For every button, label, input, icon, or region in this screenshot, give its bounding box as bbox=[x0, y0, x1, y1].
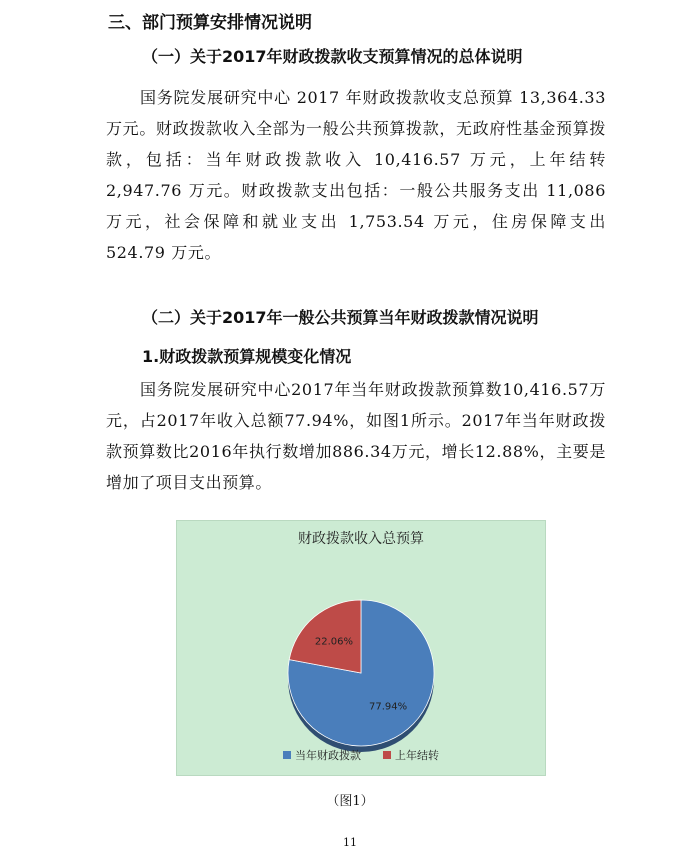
pie-chart-svg bbox=[177, 521, 545, 775]
legend-swatch-1 bbox=[283, 751, 291, 759]
chart-title: 财政拨款收入总预算 bbox=[298, 531, 424, 547]
legend-label-1: 当年财政拨款 bbox=[295, 749, 361, 762]
subsection1-text: 国务院发展研究中心 2017 年财政拨款收支总预算 13,364.33 万元。财政拨款收入全部为一般公共预算拨款，无政府性基金预算拨款，包括：当年财政拨款收入 10,416.57 万元，上年结转 2,947.76 万元。财政拨款支出包括：一般公共服务支出 11,086 万元，社会保障和就业支出 1,753.54 万元，住房保障支出 524.79 万元。 bbox=[106, 88, 606, 262]
item1-title: 1.财政拨款预算规模变化情况 bbox=[142, 347, 352, 366]
pie-chart bbox=[176, 520, 546, 776]
legend-label-2: 上年结转 bbox=[395, 749, 439, 762]
subsection1-title: （一）关于2017年财政拨款收支预算情况的总体说明 bbox=[142, 47, 523, 66]
section-title: 三、部门预算安排情况说明 bbox=[108, 13, 312, 33]
pie-data-label-1: 77.94% bbox=[368, 701, 408, 713]
figure-caption: （图1） bbox=[326, 794, 374, 809]
subsection2-text: 国务院发展研究中心2017年当年财政拨款预算数10,416.57万元，占2017年收入总额77.94%，如图1所示。2017年当年财政拨款预算数比2016年执行数增加886.34万元，增长12.88%，主要是增加了项目支出预算。 bbox=[106, 380, 606, 492]
legend-swatch-2 bbox=[383, 751, 391, 759]
subsection1-paragraph bbox=[106, 82, 606, 268]
pie-data-label-2: 22.06% bbox=[314, 636, 354, 648]
subsection2-paragraph bbox=[106, 374, 606, 498]
subsection2-title: （二）关于2017年一般公共预算当年财政拨款情况说明 bbox=[142, 308, 539, 327]
page-number: 11 bbox=[343, 836, 357, 849]
